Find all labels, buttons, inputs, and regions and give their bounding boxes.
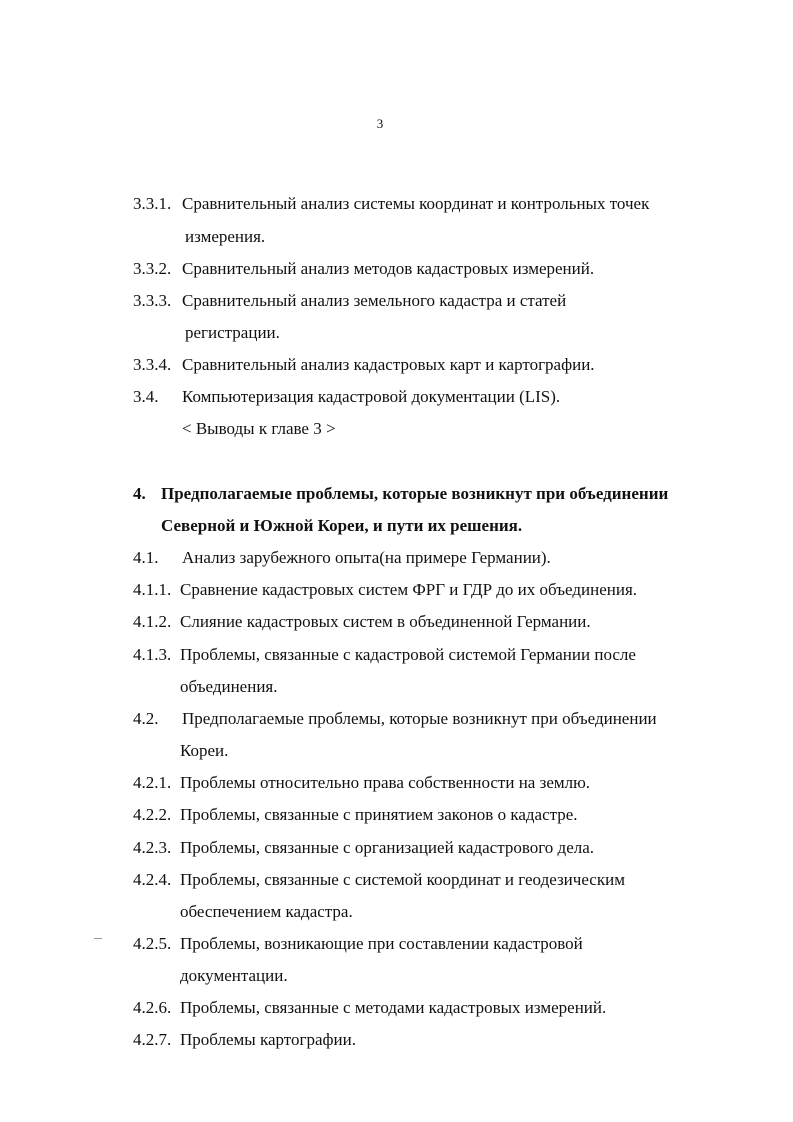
- toc-entry-4-1-1: [133, 580, 637, 600]
- toc-entry-text: Проблемы картографии.: [180, 1030, 356, 1049]
- toc-chapter-number: 4.: [133, 484, 146, 503]
- toc-entry-4-2-7: [133, 1030, 356, 1050]
- toc-chapter-4-heading: [133, 484, 668, 504]
- toc-entry-number: 4.1.1.: [133, 580, 172, 599]
- scan-artifact: [94, 938, 102, 939]
- toc-entry-number: 4.2.3.: [133, 838, 172, 857]
- toc-entry-4-1-2: [133, 612, 591, 632]
- toc-entry-number: 3.4.: [133, 387, 159, 406]
- toc-entry-4-2-5: [133, 934, 583, 954]
- toc-entry-4-2-4: [133, 870, 625, 890]
- toc-entry-number: 4.2.5.: [133, 934, 172, 953]
- toc-entry-4-2-continuation: Кореи.: [180, 741, 229, 760]
- toc-entry-4-1-3-continuation: объединения.: [180, 677, 278, 696]
- toc-entry-3-3-1: [133, 194, 649, 214]
- toc-entry-number: 4.2.7.: [133, 1030, 172, 1049]
- toc-entry-text: Сравнение кадастровых систем ФРГ и ГДР до их объединения.: [180, 580, 638, 599]
- toc-entry-number: 4.2.2.: [133, 805, 172, 824]
- toc-entry-number: 4.2.: [133, 709, 159, 728]
- toc-entry-number: 4.2.1.: [133, 773, 172, 792]
- toc-entry-number: 4.1.: [133, 548, 159, 567]
- toc-entry-text: Сравнительный анализ земельного кадастра и статей: [182, 291, 567, 310]
- toc-entry-number: 4.2.4.: [133, 870, 172, 889]
- toc-entry-text: Предполагаемые проблемы, которые возникнут при объединении: [182, 709, 657, 728]
- toc-entry-3-3-2: [133, 259, 594, 279]
- toc-entry-text: Проблемы, связанные с организацией кадастрового дела.: [180, 838, 595, 857]
- toc-entry-3-3-4: [133, 355, 595, 375]
- toc-entry-text: Проблемы, возникающие при составлении кадастровой: [180, 934, 583, 953]
- toc-entry-4-2-1: [133, 773, 590, 793]
- toc-entry-4-2-5-continuation: документации.: [180, 966, 288, 985]
- toc-entry-4-2-6: [133, 998, 606, 1018]
- toc-entry-3-4: [133, 387, 560, 407]
- toc-entry-number: 4.1.2.: [133, 612, 172, 631]
- toc-entry-4-1-3: [133, 645, 636, 665]
- toc-chapter-4-heading-continuation: Северной и Южной Кореи, и пути их решения.: [161, 516, 523, 535]
- toc-entry-4-2-3: [133, 838, 594, 858]
- toc-entry-number: 3.3.2.: [133, 259, 172, 278]
- toc-entry-4-2-2: [133, 805, 578, 825]
- toc-entry-text: Сравнительный анализ кадастровых карт и картографии.: [182, 355, 595, 374]
- toc-entry-text: Сравнительный анализ системы координат и контрольных точек: [182, 194, 650, 213]
- toc-entry-3-3-3-continuation: регистрации.: [185, 323, 280, 342]
- toc-entry-4-2-4-continuation: обеспечением кадастра.: [180, 902, 353, 921]
- toc-entry-text: Компьютеризация кадастровой документации (LIS).: [182, 387, 561, 406]
- toc-chapter-3-conclusions: < Выводы к главе 3 >: [182, 419, 336, 438]
- toc-entry-3-3-1-continuation: измерения.: [185, 227, 266, 246]
- toc-entry-3-3-3: [133, 291, 566, 311]
- toc-entry-4-1: [133, 548, 551, 568]
- toc-entry-text: Проблемы, связанные с методами кадастровых измерений.: [180, 998, 607, 1017]
- toc-entry-text: Проблемы относительно права собственности на землю.: [180, 773, 591, 792]
- toc-entry-number: 3.3.1.: [133, 194, 172, 213]
- toc-entry-text: Проблемы, связанные с кадастровой системой Германии после: [180, 645, 636, 664]
- toc-chapter-title: Предполагаемые проблемы, которые возникнут при объединении: [161, 484, 669, 503]
- toc-entry-4-2: [133, 709, 657, 729]
- toc-entry-text: Анализ зарубежного опыта(на примере Германии).: [182, 548, 551, 567]
- toc-entry-text: Слияние кадастровых систем в объединенной Германии.: [180, 612, 591, 631]
- toc-entry-text: Проблемы, связанные с принятием законов о кадастре.: [180, 805, 578, 824]
- toc-entry-text: Проблемы, связанные с системой координат и геодезическим: [180, 870, 625, 889]
- toc-entry-number: 3.3.3.: [133, 291, 172, 310]
- toc-entry-number: 3.3.4.: [133, 355, 172, 374]
- toc-entry-text: Сравнительный анализ методов кадастровых измерений.: [182, 259, 595, 278]
- page-number: 3: [376, 116, 384, 131]
- toc-entry-number: 4.2.6.: [133, 998, 172, 1017]
- toc-entry-number: 4.1.3.: [133, 645, 172, 664]
